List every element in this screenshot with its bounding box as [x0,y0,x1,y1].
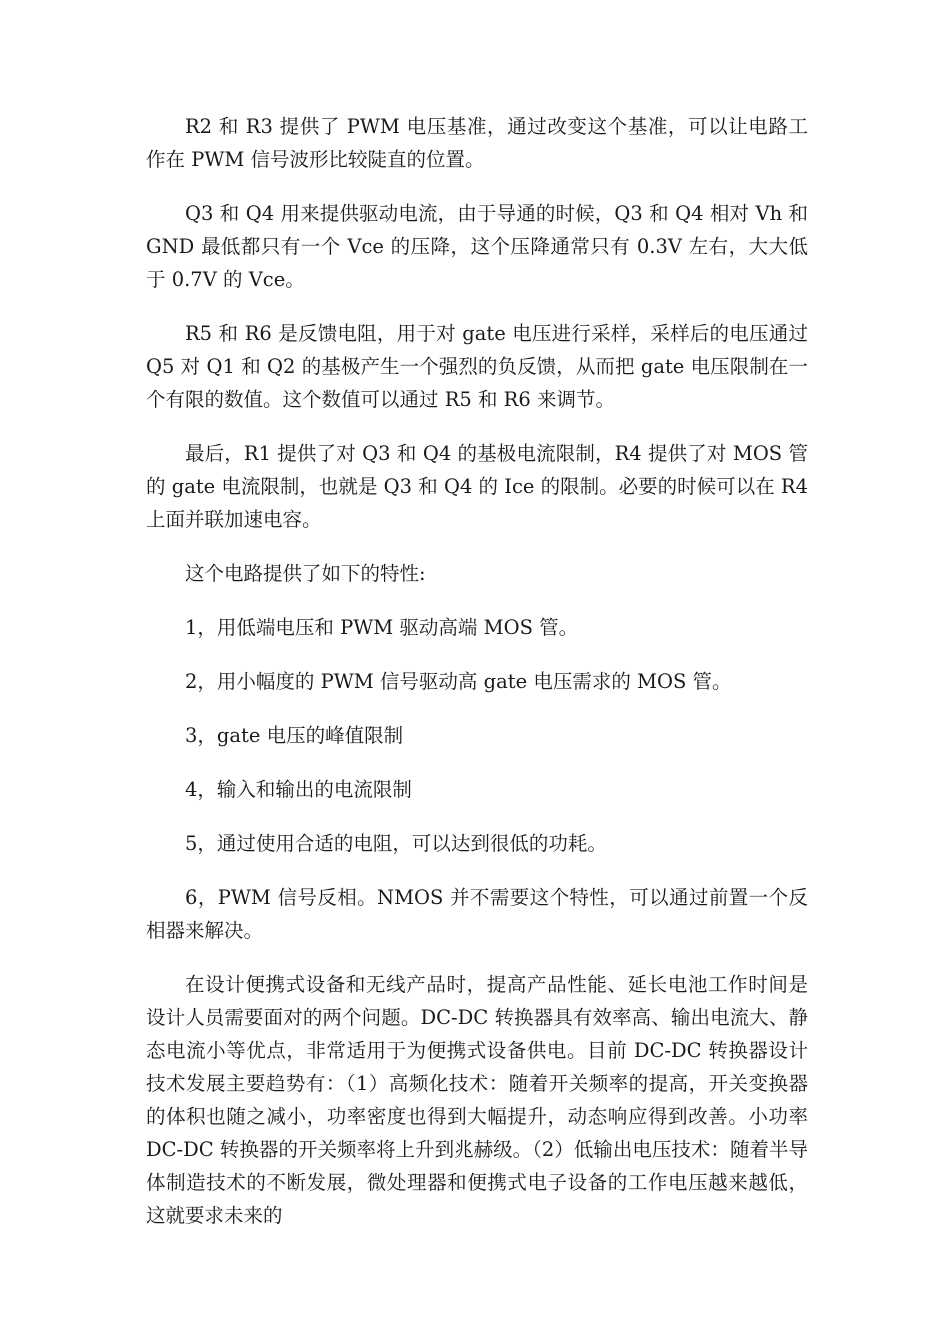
feature-item-2: 2，用小幅度的 PWM 信号驱动高 gate 电压需求的 MOS 管。 [185,670,732,693]
paragraph-r5-r6-feedback: R5 和 R6 是反馈电阻，用于对 gate 电压进行采样，采样后的电压通过 Q5 对 Q1 和 Q2 的基极产生一个强烈的负反馈，从而把 gate 电压限制在一个有限的数值。这个数值可以通过 R5 和 R6 来调节。 [146,322,808,411]
feature-item-5: 5，通过使用合适的电阻，可以达到很低的功耗。 [185,832,607,855]
feature-item-3: 3，gate 电压的峰值限制 [185,724,404,747]
feature-item-4: 4，输入和输出的电流限制 [185,778,412,801]
paragraph-features-intro: 这个电路提供了如下的特性: [185,562,426,585]
paragraph-r2-r3-reference: R2 和 R3 提供了 PWM 电压基准，通过改变这个基准，可以让电路工作在 PWM 信号波形比较陡直的位置。 [146,115,808,171]
feature-item-6: 6，PWM 信号反相。NMOS 并不需要这个特性，可以通过前置一个反相器来解决。 [146,886,808,942]
paragraph-r1-r4-limit: 最后，R1 提供了对 Q3 和 Q4 的基极电流限制，R4 提供了对 MOS 管的 gate 电流限制，也就是 Q3 和 Q4 的 Ice 的限制。必要的时候可以在 R4 上面并联加速电容。 [146,442,808,531]
paragraph-dcdc-trends: 在设计便携式设备和无线产品时，提高产品性能、延长电池工作时间是设计人员需要面对的两个问题。DC-DC 转换器具有效率高、输出电流大、静态电流小等优点，非常适用于为便携式设备供电。目前 DC-DC 转换器设计技术发展主要趋势有：（1）高频化技术：随着开关频率的提高，开关变换器的体积也随之减小，功率密度也得到大幅提升，动态响应得到改善。小功率 DC-DC 转换器的开关频率将上升到兆赫级。（2）低输出电压技术：随着半导体制造技术的不断发展，微处理器和便携式电子设备的工作电压越来越低，这就要求未来的 [146,973,808,1227]
document-body [146,110,808,1232]
feature-item-1: 1，用低端电压和 PWM 驱动高端 MOS 管。 [185,616,579,639]
paragraph-q3-q4-drive: Q3 和 Q4 用来提供驱动电流，由于导通的时候，Q3 和 Q4 相对 Vh 和 GND 最低都只有一个 Vce 的压降，这个压降通常只有 0.3V 左右，大大低于 0.7V 的 Vce。 [146,202,808,291]
